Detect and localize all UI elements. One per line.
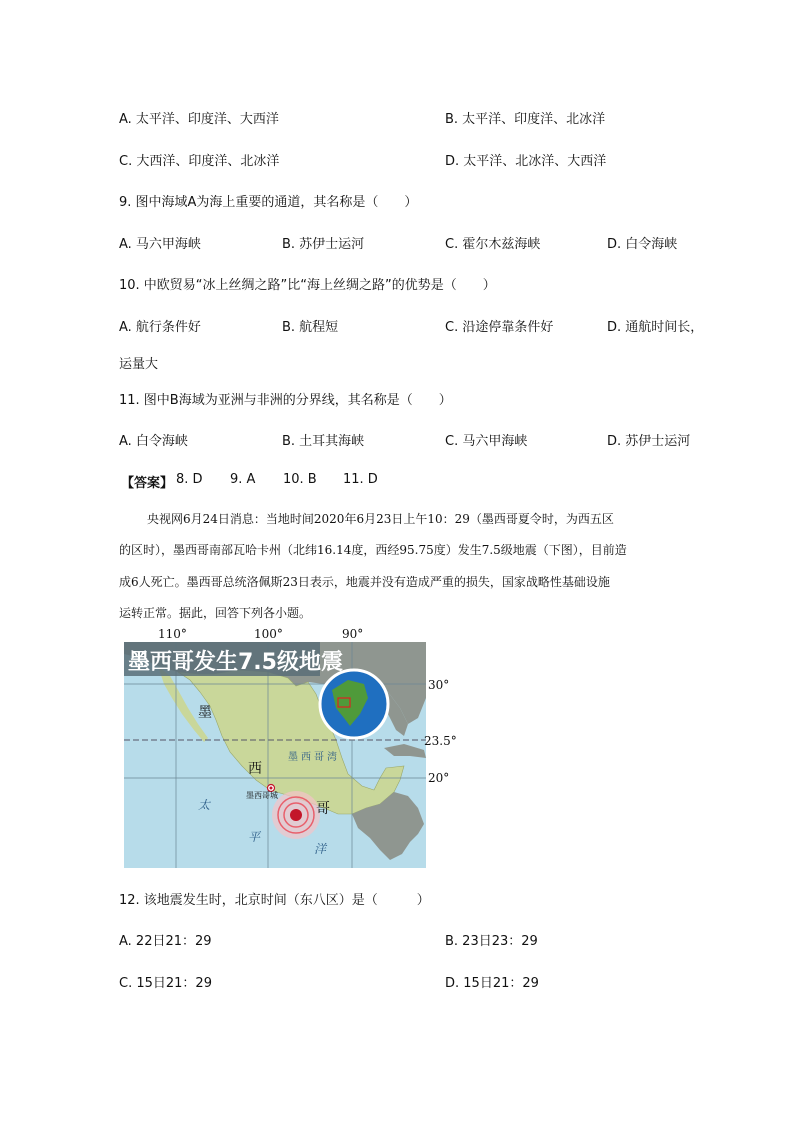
passage-line-3: 成6人死亡。墨西哥总统洛佩斯23日表示，地震并没有造成严重的损失，国家战略性基础设施 bbox=[119, 575, 610, 589]
q12-stem: 12. 该地震发生时，北京时间（东八区）是（ ） bbox=[119, 893, 430, 908]
gulf-label: 墨西哥湾 bbox=[288, 752, 340, 763]
q8-option-d: D. 太平洋、北冰洋、大西洋 bbox=[445, 154, 607, 169]
q8-option-c: C. 大西洋、印度洋、北冰洋 bbox=[119, 154, 280, 169]
q11-option-d: D. 苏伊士运河 bbox=[607, 434, 691, 449]
map-title: 墨西哥发生7.5级地震 bbox=[128, 650, 343, 675]
answer-item: 10. B bbox=[283, 472, 317, 487]
q8-option-a: A. 太平洋、印度洋、大西洋 bbox=[119, 112, 279, 127]
ocean-label-1: 太 bbox=[198, 798, 211, 812]
country-label-3: 哥 bbox=[316, 801, 330, 817]
q11-stem: 11. 图中B海域为亚洲与非洲的分界线，其名称是（ ） bbox=[119, 393, 452, 408]
answer-label: 【答案】 bbox=[121, 476, 174, 491]
ocean-label-2: 平 bbox=[248, 830, 261, 844]
q10-option-b: B. 航程短 bbox=[282, 320, 339, 335]
lon-100-label: 100° bbox=[254, 627, 283, 641]
capital-label: 墨西哥城 bbox=[246, 791, 278, 800]
answer-item: 9. A bbox=[230, 472, 256, 487]
q10-option-c: C. 沿途停靠条件好 bbox=[445, 320, 554, 335]
q10-stem: 10. 中欧贸易“冰上丝绸之路”比“海上丝绸之路”的优势是（ ） bbox=[119, 278, 496, 293]
q12-option-c: C. 15日21：29 bbox=[119, 976, 212, 991]
answer-item: 8. D bbox=[176, 472, 203, 487]
country-label-1: 墨 bbox=[198, 705, 212, 721]
mexico-earthquake-map bbox=[118, 628, 464, 870]
answer-item: 11. D bbox=[343, 472, 378, 487]
q12-option-a: A. 22日21：29 bbox=[119, 934, 212, 949]
q12-option-b: B. 23日23：29 bbox=[445, 934, 538, 949]
q9-option-c: C. 霍尔木兹海峡 bbox=[445, 237, 541, 252]
q10-option-d-continued: 运量大 bbox=[119, 357, 159, 372]
q11-option-b: B. 土耳其海峡 bbox=[282, 434, 365, 449]
q10-option-a: A. 航行条件好 bbox=[119, 320, 201, 335]
lat-30-label: 30° bbox=[428, 678, 450, 692]
q11-option-c: C. 马六甲海峡 bbox=[445, 434, 528, 449]
passage-line-1: 央视网6月24日消息：当地时间2020年6月23日上午10：29（墨西哥夏令时，为西五区 bbox=[147, 512, 614, 526]
q10-option-d: D. 通航时间长， bbox=[607, 320, 704, 335]
q9-stem: 9. 图中海域A为海上重要的通道，其名称是（ ） bbox=[119, 195, 418, 210]
q12-option-d: D. 15日21：29 bbox=[445, 976, 539, 991]
q9-option-b: B. 苏伊士运河 bbox=[282, 237, 365, 252]
lat-23-5-label: 23.5° bbox=[424, 734, 457, 748]
epicenter-icon bbox=[290, 809, 302, 821]
lon-110-label: 110° bbox=[158, 627, 187, 641]
lat-20-label: 20° bbox=[428, 771, 450, 785]
passage-line-2: 的区时），墨西哥南部瓦哈卡州（北纬16.14度，西经95.75度）发生7.5级地震（下图），目前造 bbox=[119, 543, 627, 557]
q9-option-d: D. 白令海峡 bbox=[607, 237, 678, 252]
lon-90-label: 90° bbox=[342, 627, 364, 641]
q9-option-a: A. 马六甲海峡 bbox=[119, 237, 201, 252]
q11-option-a: A. 白令海峡 bbox=[119, 434, 188, 449]
q8-option-b: B. 太平洋、印度洋、北冰洋 bbox=[445, 112, 606, 127]
ocean-label-3: 洋 bbox=[314, 842, 327, 856]
country-label-2: 西 bbox=[248, 761, 262, 777]
passage-line-4: 运转正常。据此，回答下列各小题。 bbox=[119, 606, 312, 620]
